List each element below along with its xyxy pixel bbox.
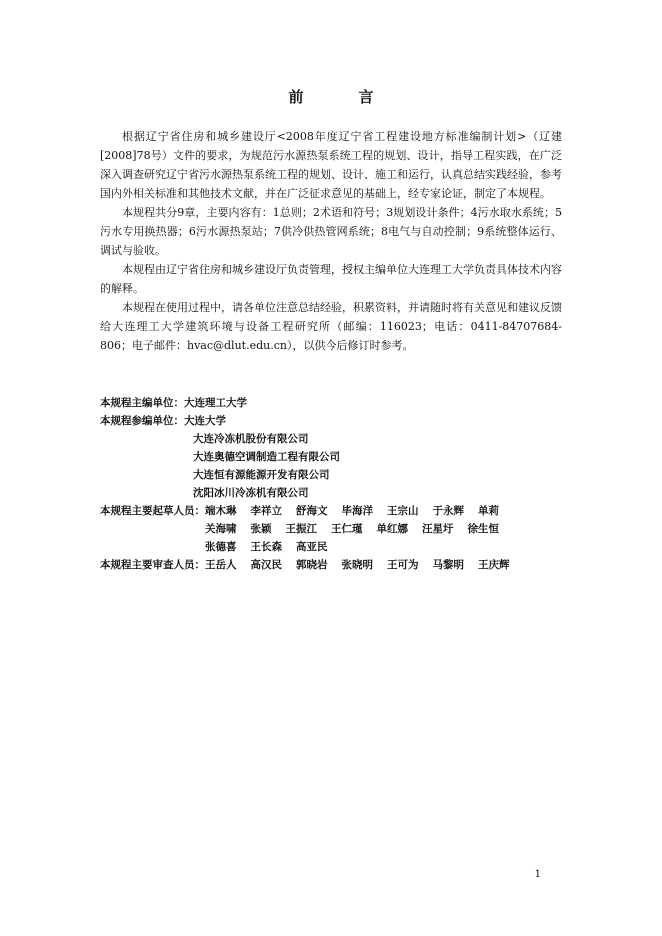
reviewers-list [205,556,545,574]
credits-section [100,394,570,574]
drafter-name: 于永辉 [432,505,464,517]
drafter-name: 张颖 [250,523,272,535]
paragraph-contents: 本规程共分9章，主要内容有：1总则；2术语和符号；3规划设计条件；4污水取水系统；5污水专用换热器；6污水源热泵站；7供冷供热管网系统；8电气与自动控制；9系统整体运行、调试与验收。 [100,206,562,257]
drafter-name: 高亚民 [296,541,328,553]
reviewer-name: 王可为 [387,559,419,571]
drafters-list [205,502,545,556]
co-editor-item: 大连奥德空调制造工程有限公司 [193,451,340,463]
drafter-name: 张德喜 [205,541,237,553]
reviewer-name: 高汉民 [250,559,282,571]
paragraph-basis: 根据辽宁省住房和城乡建设厅<2008年度辽宁省工程建设地方标准编制计划>（辽建[2008]78号）文件的要求，为规范污水源热泵系统工程的规划、设计，指导工程实践，在广泛深入调查研究辽宁省污水源热泵系统工程的规划、设计、施工和运行，认真总结实践经验，参考国内外相关标准和其他技术文献，并在广泛征求意见的基础上，经专家论证，制定了本规程。 [100,130,562,200]
chief-editor-row [100,394,570,412]
drafters-row [100,502,570,556]
co-editors-list [100,430,570,502]
reviewer-name: 张晓明 [341,559,373,571]
drafter-name: 王仁瑾 [331,523,363,535]
drafter-name: 王长森 [250,541,282,553]
drafter-name: 王宗山 [387,505,419,517]
co-editor-item: 大连冷冻机股份有限公司 [193,433,309,445]
drafter-name: 舒海文 [296,505,328,517]
reviewers-label: 本规程主要审查人员： [100,559,205,571]
chief-editor-value: 大连理工大学 [184,397,247,409]
co-editor-item: 沈阳冰川冷冻机有限公司 [193,487,309,499]
page-number: 1 [534,869,541,880]
drafter-name: 单红娜 [376,523,408,535]
paragraph-management: 本规程由辽宁省住房和城乡建设厅负责管理，授权主编单位大连理工大学负责具体技术内容的解释。 [100,263,562,295]
reviewer-name: 王岳人 [205,559,237,571]
reviewers-row [100,556,570,574]
drafter-name: 关海啸 [205,523,237,535]
co-editor-item: 大连恒有源能源开发有限公司 [193,469,330,481]
drafter-name: 徐生恒 [467,523,499,535]
reviewer-name: 王庆辉 [478,559,510,571]
co-editors-row [100,412,570,430]
co-editors-label: 本规程参编单位： [100,415,184,427]
drafter-name: 汪星圩 [422,523,454,535]
reviewer-name: 马黎明 [432,559,464,571]
drafter-name: 王振江 [285,523,317,535]
drafter-name: 端木琳 [205,505,237,517]
preface-body [100,127,562,355]
drafter-name: 李祥立 [250,505,282,517]
paragraph-feedback: 本规程在使用过程中，请各单位注意总结经验，积累资料，并请随时将有关意见和建议反馈给大连理工大学建筑环境与设备工程研究所（邮编：116023；电话：0411-84707684-806；电子邮件：hvac@dlut.edu.cn），以供今后修订时参考。 [100,301,562,352]
drafter-name: 单莉 [478,505,499,517]
co-editor-item: 大连大学 [184,415,226,427]
drafter-name: 毕海洋 [341,505,373,517]
drafters-label: 本规程主要起草人员： [100,505,205,517]
page-title: 前 言 [288,88,394,106]
chief-editor-label: 本规程主编单位： [100,397,184,409]
reviewer-name: 郭晓岩 [296,559,328,571]
